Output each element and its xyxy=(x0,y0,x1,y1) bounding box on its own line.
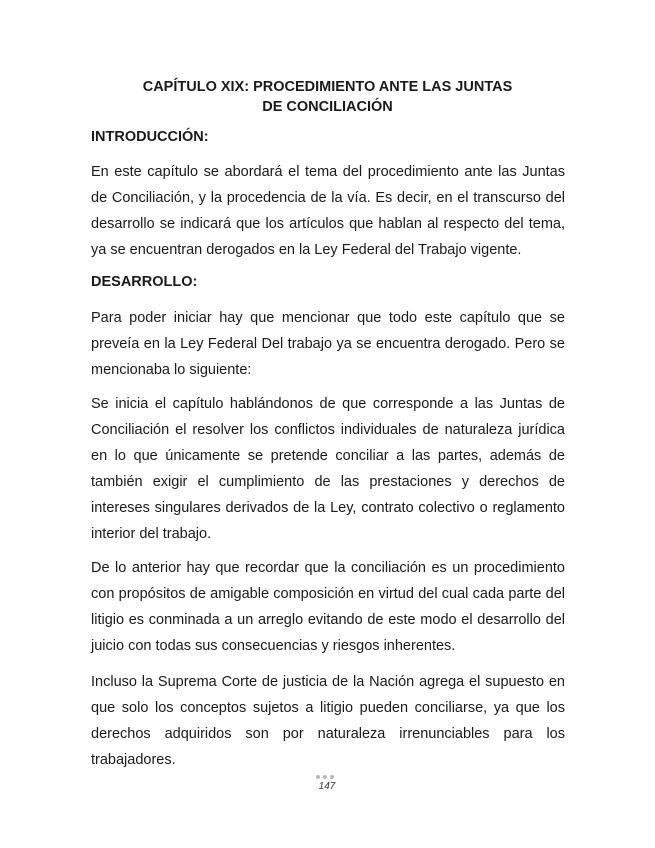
body-paragraph-3: De lo anterior hay que recordar que la conciliación es un procedimiento con propósitos de amigable composición en virtud del cual cada parte del litigio es conminada a un arreglo evitando de este modo el desarrollo del juicio con todas sus consecuencias y riesgos inherentes. xyxy=(91,560,565,654)
body-paragraph-4: Incluso la Suprema Corte de justicia de la Nación agrega el supuesto en que solo los conceptos sujetos a litigio pueden conciliarse, ya que los derechos adquiridos son por naturaleza irrenunciables para los trabajadores. xyxy=(91,674,565,768)
chapter-title-line-2: DE CONCILIACIÓN xyxy=(262,99,393,115)
introduction-paragraph: En este capítulo se abordará el tema del procedimiento ante las Juntas de Conciliación, y la procedencia de la vía. Es decir, en el transcurso del desarrollo se indicará que los artículos que hablan al respecto del tema, ya se encuentran derogados en la Ley Federal del Trabajo vigente. xyxy=(91,164,565,258)
development-heading: DESARROLLO: xyxy=(91,274,198,290)
introduction-heading: INTRODUCCIÓN: xyxy=(91,129,209,145)
page-number: 147 xyxy=(318,781,336,792)
chapter-title-line-1: CAPÍTULO XIX: PROCEDIMIENTO ANTE LAS JUNTAS xyxy=(142,79,513,95)
body-paragraph-1: Para poder iniciar hay que mencionar que todo este capítulo que se preveía en la Ley Federal Del trabajo ya se encuentra derogado. Pero se mencionaba lo siguiente: xyxy=(91,310,565,378)
body-paragraph-2: Se inicia el capítulo hablándonos de que corresponde a las Juntas de Conciliación el resolver los conflictos individuales de naturaleza jurídica en lo que únicamente se pretende conciliar a las partes, además de también exigir el cumplimiento de las prestaciones y derechos de intereses singulares derivados de la Ley, contrato colectivo o reglamento interior del trabajo. xyxy=(91,396,565,542)
